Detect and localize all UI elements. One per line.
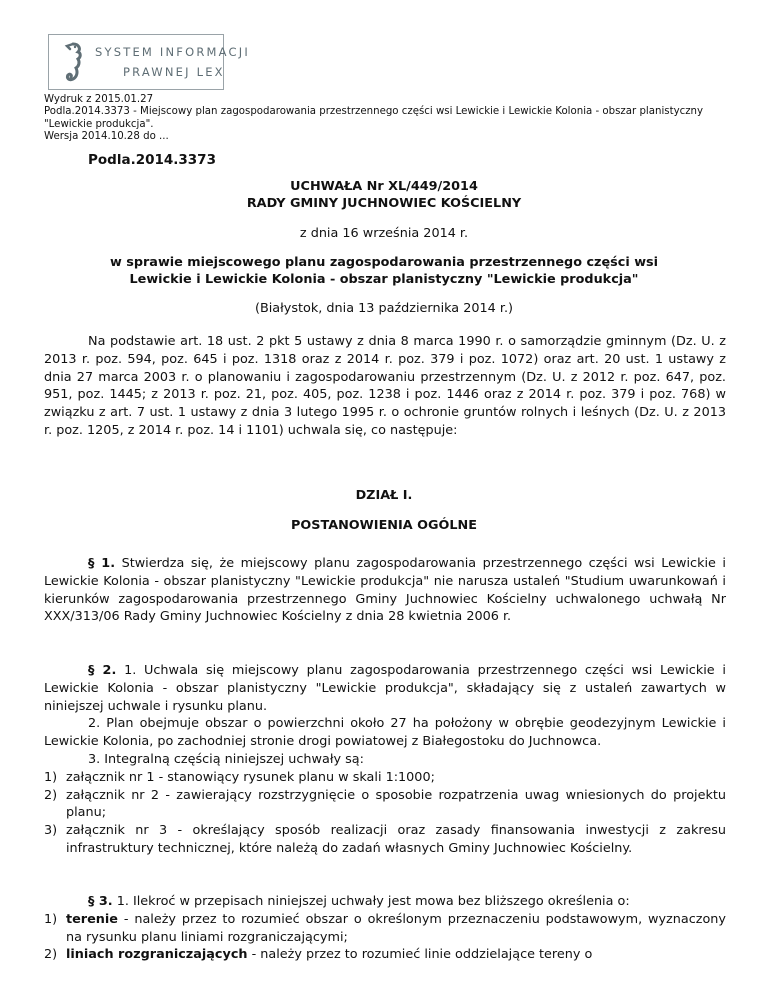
- subject-line-2: Lewickie i Lewickie Kolonia - obszar planistyczny "Lewickie produkcja": [129, 272, 639, 287]
- section-3-p1: 1. Ilekroć w przepisach niniejszej uchwały jest mowa bez bliższego określenia o:: [112, 894, 630, 909]
- list-item: 3) załącznik nr 3 - określający sposób realizacji oraz zasady finansowania inwestycji z zakresu infrastruktury technicznej, które należą do zadań własnych Gminy Juchnowiec Kościelny.: [44, 823, 726, 856]
- list-item: 1) terenie - należy przez to rozumieć obszar o określonym przeznaczeniu podstawowym, wyznaczony na rysunku planu liniami rozgraniczającymi;: [44, 911, 726, 945]
- section-1-text: Stwierdza się, że miejscowy planu zagospodarowania przestrzennego części wsi Lewickie i Lewickie Kolonia - obszar planistyczny "Lewickie produkcja" nie narusza ustaleń "Studium uwarunkowań i kierunków zagospodarowania przestrzennego Gminy Juchnowiec Kościelny uchwalonego uchwałą Nr XXX/313/06 Rady Gminy Juchnowiec Kościelny z dnia 28 kwietnia 2006 r.: [44, 556, 726, 625]
- resolution-number: UCHWAŁA Nr XL/449/2014: [290, 179, 478, 194]
- section-2-p2: 2. Plan obejmuje obszar o powierzchni około 27 ha położony w obrębie geodezyjnym Lewickie i Lewickie Kolonia, po zachodniej stronie drogi powiatowej z Białegostoku do Juchnowca.: [44, 716, 726, 750]
- division-label: DZIAŁ I.: [355, 488, 413, 503]
- division-heading: POSTANOWIENIA OGÓLNE: [290, 518, 478, 533]
- section-3: [44, 893, 726, 964]
- resolution-date: z dnia 16 września 2014 r.: [299, 226, 469, 241]
- list-item: 2) załącznik nr 2 - zawierający rozstrzygnięcie o sposobie rozpatrzenia uwag wniesionych do projektu planu;: [44, 787, 726, 821]
- section-3-mark: § 3.: [88, 894, 113, 909]
- list-item: 2) liniach rozgraniczających - należy przez to rozumieć linie oddzielające tereny o: [44, 947, 593, 963]
- issuing-body: RADY GMINY JUCHNOWIEC KOŚCIELNY: [246, 196, 522, 211]
- preamble: Na podstawie art. 18 ust. 2 pkt 5 ustawy z dnia 8 marca 1990 r. o samorządzie gminnym (Dz. U. z 2013 r. poz. 594, poz. 645 i poz. 1318 oraz z 2014 r. poz. 379 i poz. 1072) oraz art. 20 ust. 1 ustawy z dnia 27 marca 2003 r. o planowaniu i zagospodarowaniu przestrzennym (Dz. U. z 2012 r. poz. 647, poz. 951, poz. 1445; z 2013 r. poz. 21, poz. 405, poz. 1238 i poz. 1446 oraz z 2014 r. poz. 379 i poz. 768) w związku z art. 7 ust. 1 ustawy z dnia 3 lutego 1995 r. o ochronie gruntów rolnych i leśnych (Dz. U. z 2013 r. poz. 1205, z 2014 r. poz. 14 i 1101) uchwala się, co następuje:: [44, 334, 726, 438]
- publication-info: (Białystok, dnia 13 października 2014 r.): [254, 301, 514, 316]
- logo-line-1: SYSTEM INFORMACJI: [95, 45, 250, 59]
- seahorse-icon: [57, 41, 89, 85]
- logo: [48, 34, 250, 90]
- section-2-p3: 3. Integralną częścią niniejszej uchwały są:: [88, 751, 364, 767]
- logo-line-2: PRAWNEJ LEX: [123, 65, 225, 79]
- version-info: Wersja 2014.10.28 do ...: [44, 130, 169, 142]
- section-2-p1: 1. Uchwala się miejscowy planu zagospodarowania przestrzennego części wsi Lewickie i Lewickie Kolonia - obszar planistyczny "Lewickie produkcja", składający się z ustaleń zawartych w niniejszej uchwale i rysunku planu.: [44, 663, 726, 714]
- subject-line-1: w sprawie miejscowego planu zagospodarowania przestrzennego części wsi: [109, 255, 659, 270]
- document-signature: Podla.2014.3373: [88, 152, 216, 168]
- section-2: [44, 662, 726, 858]
- section-1: [44, 555, 726, 626]
- section-2-mark: § 2.: [88, 663, 117, 678]
- list-item: 1) załącznik nr 1 - stanowiący rysunek planu w skali 1:1000;: [44, 769, 435, 785]
- printout-date: Wydruk z 2015.01.27: [44, 94, 154, 105]
- print-metadata: [44, 94, 734, 143]
- document-reference: Podla.2014.3373 - Miejscowy plan zagospodarowania przestrzennego części wsi Lewickie i Lewickie Kolonia - obszar planistyczny "Lewickie produkcja".: [44, 106, 707, 130]
- section-1-mark: § 1.: [88, 556, 116, 571]
